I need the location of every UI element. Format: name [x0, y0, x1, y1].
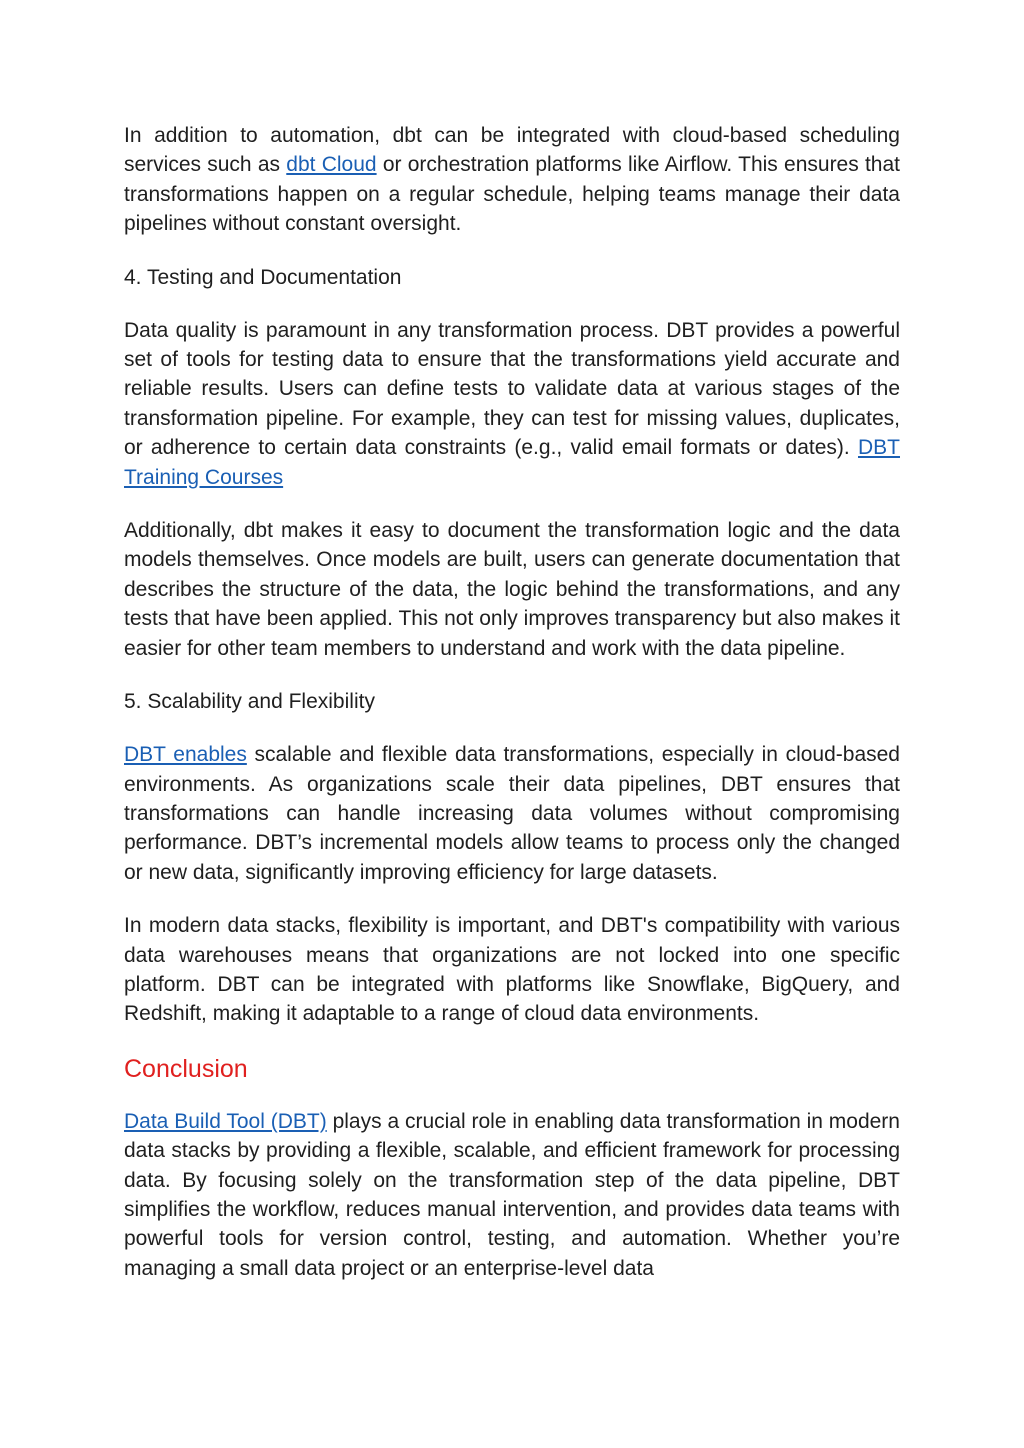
paragraph-text: In addition to automation, dbt can be integrated with cloud-based scheduling services such as — [124, 124, 900, 177]
document-page — [124, 121, 900, 1283]
paragraph-text: plays a crucial role in enabling data transformation in modern data stacks by providing a flexible, scalable, and efficient framework for processing data. By focusing solely on the transformation step of the data pipeline, DBT simplifies the workflow, reduces manual intervention, and provides data teams with powerful tools for version control, testing, and automation. Whether you’re managing a small data project or an enterprise-level data — [124, 1109, 900, 1280]
paragraph-automation-scheduling — [124, 121, 900, 239]
section-heading-testing-documentation: 4. Testing and Documentation — [124, 265, 402, 289]
paragraph-data-quality — [124, 316, 900, 492]
section-heading-scalability-flexibility: 5. Scalability and Flexibility — [124, 690, 375, 714]
paragraph-flexibility: In modern data stacks, flexibility is important, and DBT's compatibility with various data warehouses means that organizations are not locked into one specific platform. DBT can be integrated with platforms like Snowflake, BigQuery, and Redshift, making it adaptable to a range of cloud data environments. — [124, 914, 900, 1026]
dbt-training-courses-link[interactable]: DBT Training Courses — [124, 436, 900, 489]
data-build-tool-link[interactable]: Data Build Tool (DBT) — [124, 1109, 327, 1133]
paragraph-scalability — [124, 740, 900, 887]
conclusion-heading: Conclusion — [124, 1054, 248, 1083]
paragraph-text: or orchestration platforms like Airflow. This ensures that transformations happen on a regular schedule, helping teams manage their data pipelines without constant oversight. — [124, 153, 901, 236]
paragraph-text: scalable and flexible data transformations, especially in cloud-based environments. As organizations scale their data pipelines, DBT ensures that transformations can handle increasing data volumes without compromising performance. DBT’s incremental models allow teams to process only the changed or new data, significantly improving efficiency for large datasets. — [124, 743, 900, 884]
paragraph-text: Data quality is paramount in any transformation process. DBT provides a powerful set of tools for testing data to ensure that the transformations yield accurate and reliable results. Users can define tests to validate data at various stages of the transformation pipeline. For example, they can test for missing values, duplicates, or adherence to certain data constraints (e.g., valid email formats or dates). — [124, 318, 900, 460]
paragraph-documentation: Additionally, dbt makes it easy to document the transformation logic and the data models themselves. Once models are built, users can generate documentation that describes the structure of the data, the logic behind the transformations, and any tests that have been applied. This not only improves transparency but also makes it easier for other team members to understand and work with the data pipeline. — [124, 519, 900, 660]
dbt-enables-link[interactable]: DBT enables — [124, 743, 247, 767]
dbt-cloud-link[interactable]: dbt Cloud — [286, 153, 377, 177]
paragraph-conclusion — [124, 1107, 900, 1283]
